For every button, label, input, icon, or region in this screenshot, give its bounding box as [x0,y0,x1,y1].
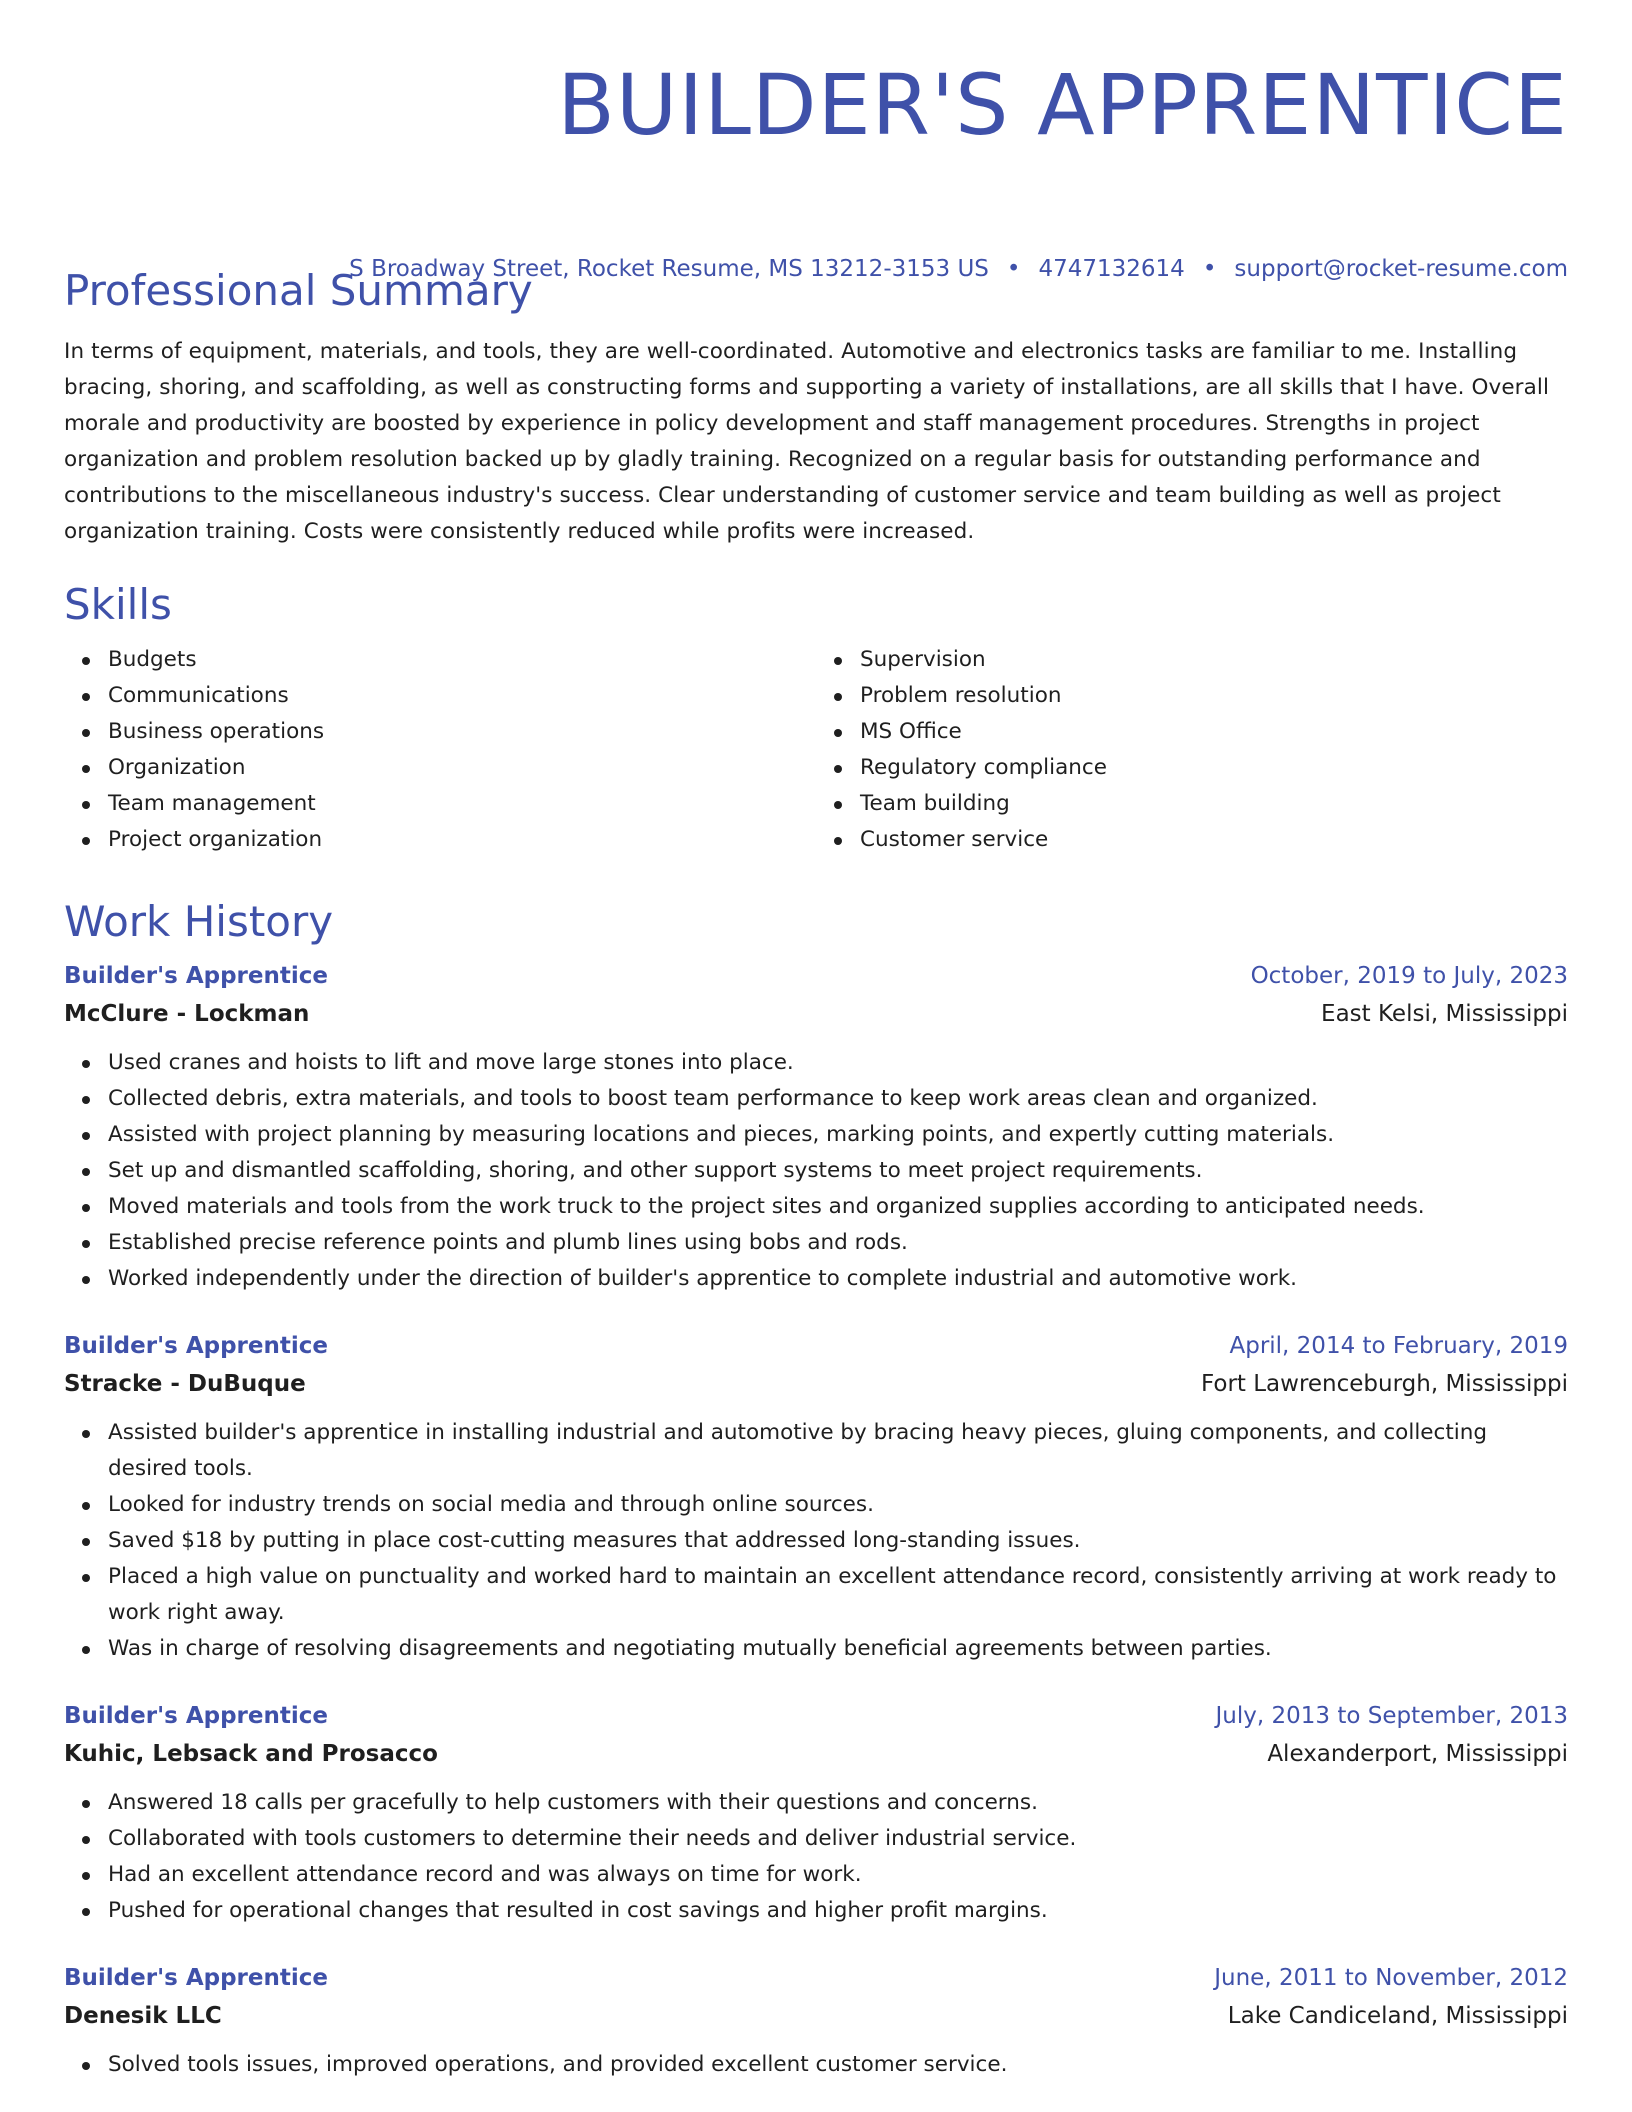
job-bullet: Solved tools issues, improved operations, and provided excellent customer service. [108,2047,1568,2083]
job-title-row [64,1959,1568,1997]
contact-phone: 4747132614 [1038,256,1185,282]
job-bullet: Saved $18 by putting in place cost-cutting measures that addressed long-standing issues. [108,1523,1568,1559]
job-company: Denesik LLC [64,2003,222,2029]
job-company-row [64,1365,1568,1403]
skill-item: Problem resolution [860,678,1568,714]
job-location: Lake Candiceland, Mississippi [1227,2003,1568,2029]
summary-section [64,266,1568,550]
job-title: Builder's Apprentice [64,1333,328,1359]
skill-item: Regulatory compliance [860,750,1568,786]
job-entry [64,1959,1568,2083]
job-title-row [64,957,1568,995]
job-entry [64,1327,1568,1667]
job-bullet: Was in charge of resolving disagreements and negotiating mutually beneficial agreements between parties. [108,1631,1568,1667]
skill-item: Budgets [108,642,816,678]
job-bullet: Looked for industry trends on social media and through online sources. [108,1487,1568,1523]
summary-text: In terms of equipment, materials, and tools, they are well-coordinated. Automotive and electronics tasks are familiar to me. Installing bracing, shoring, and scaffolding, as well as constructing forms and supporting a variety of installations, are all skills that I have. Overall morale and productivity are boosted by experience in policy development and staff management procedures. Strengths in project organization and problem resolution backed up by gladly training. Recognized on a regular basis for outstanding performance and contributions to the miscellaneous industry's success. Clear understanding of customer service and team building as well as project organization training. Costs were consistently reduced while profits were increased. [64,339,1550,544]
skill-item: Customer service [860,822,1568,858]
job-bullets [64,1045,1568,1297]
skill-item: Organization [108,750,816,786]
job-entry [64,957,1568,1297]
job-bullet: Placed a high value on punctuality and worked hard to maintain an excellent attendance record, consistently arriving at work ready to work right away. [108,1559,1568,1631]
job-bullet: Assisted builder's apprentice in installing industrial and automotive by bracing heavy pieces, gluing components, and collecting desired tools. [108,1415,1568,1487]
job-location: Fort Lawrenceburgh, Mississippi [1200,1371,1568,1397]
contact-separator: • [1202,256,1217,282]
job-location: East Kelsi, Mississippi [1321,1001,1568,1027]
job-bullet: Collaborated with tools customers to determine their needs and deliver industrial service. [108,1821,1568,1857]
summary-heading: Professional Summary [64,266,533,315]
job-title-row [64,1327,1568,1365]
job-bullet: Established precise reference points and plumb lines using bobs and rods. [108,1225,1568,1261]
job-company: Stracke - DuBuque [64,1371,306,1397]
job-title-row [64,1697,1568,1735]
job-entry [64,1697,1568,1929]
skills-list-right [816,642,1568,858]
contact-email: support@rocket-resume.com [1234,256,1568,282]
job-location: Alexanderport, Mississippi [1267,1741,1568,1767]
skills-heading: Skills [64,580,172,629]
job-bullet: Assisted with project planning by measuring locations and pieces, marking points, and expertly cutting materials. [108,1117,1568,1153]
job-title: Builder's Apprentice [64,1965,328,1991]
job-dates: October, 2019 to July, 2023 [1250,963,1568,989]
skills-section [64,580,1568,858]
job-title: Builder's Apprentice [64,1703,328,1729]
job-bullet: Set up and dismantled scaffolding, shoring, and other support systems to meet project requirements. [108,1153,1568,1189]
work-history-heading: Work History [64,897,334,946]
contact-separator: • [1006,256,1021,282]
skill-item: MS Office [860,714,1568,750]
job-company: McClure - Lockman [64,1001,310,1027]
job-company: Kuhic, Lebsack and Prosacco [64,1741,438,1767]
job-bullet: Worked independently under the direction of builder's apprentice to complete industrial and automotive work. [108,1261,1568,1297]
job-bullets [64,1785,1568,1929]
skills-columns [64,642,1568,858]
job-dates: April, 2014 to February, 2019 [1229,1333,1568,1359]
contact-address: S Broadway Street, Rocket Resume, MS 13212-3153 US [349,256,989,282]
job-bullet: Used cranes and hoists to lift and move large stones into place. [108,1045,1568,1081]
candidate-name: BUILDER'S APPRENTICE [557,56,1568,154]
skills-list-left [64,642,816,858]
job-bullet: Pushed for operational changes that resulted in cost savings and higher profit margins. [108,1893,1568,1929]
skill-item: Project organization [108,822,816,858]
resume-page [64,0,1568,2077]
skill-item: Supervision [860,642,1568,678]
job-company-row [64,995,1568,1033]
resume-header [64,0,1568,155]
job-bullet: Had an excellent attendance record and was always on time for work. [108,1857,1568,1893]
skill-item: Team building [860,786,1568,822]
job-dates: July, 2013 to September, 2013 [1215,1703,1568,1729]
job-dates: June, 2011 to November, 2012 [1214,1965,1568,1991]
job-bullet: Moved materials and tools from the work truck to the project sites and organized supplies according to anticipated needs. [108,1189,1568,1225]
job-company-row [64,1997,1568,2035]
skill-item: Business operations [108,714,816,750]
job-bullets [64,2047,1568,2083]
job-bullet: Answered 18 calls per gracefully to help customers with their questions and concerns. [108,1785,1568,1821]
skill-item: Communications [108,678,816,714]
job-bullet: Collected debris, extra materials, and tools to boost team performance to keep work areas clean and organized. [108,1081,1568,1117]
job-title: Builder's Apprentice [64,963,328,989]
work-history-section [64,897,1568,2083]
job-company-row [64,1735,1568,1773]
skill-item: Team management [108,786,816,822]
job-bullets [64,1415,1568,1667]
